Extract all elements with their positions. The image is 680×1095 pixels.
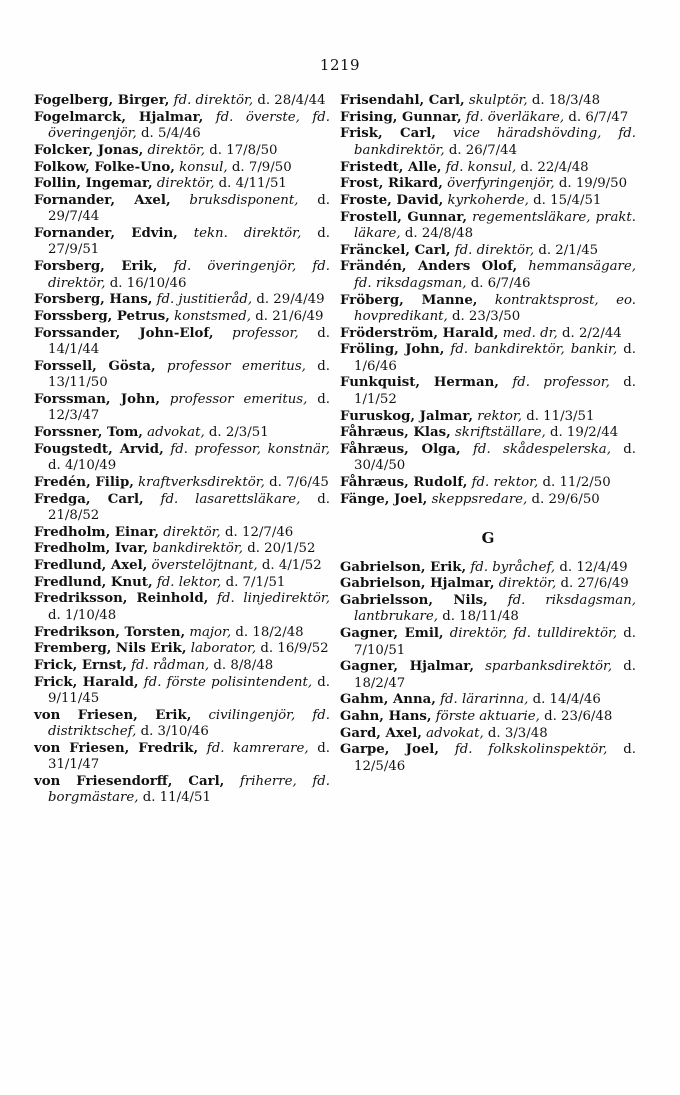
register-entry [34, 259, 330, 292]
register-entry [340, 626, 636, 659]
entry-death-date: d. 16/9/52 [260, 641, 329, 657]
entry-title: civilingenjör, fd. distriktschef, [48, 707, 330, 740]
register-entry [340, 210, 636, 243]
entry-death-date: d. 14/1/44 [48, 325, 331, 358]
entry-name: Fåhræus, Olga, [340, 441, 461, 457]
register-entry [34, 442, 330, 475]
entry-name: Fornander, Axel, [34, 192, 171, 208]
entry-name: Fredlund, Knut, [34, 574, 153, 590]
entry-name: Folkow, Folke-Uno, [34, 159, 175, 175]
entry-name: Fredholm, Ivar, [34, 541, 149, 557]
register-entry [34, 675, 330, 708]
register-entry [340, 193, 636, 209]
entry-death-date: d. 17/8/50 [209, 142, 278, 158]
entry-title: fd. professor, konstnär, [170, 441, 330, 457]
register-entry [34, 326, 330, 359]
entry-name: Garpe, Joel, [340, 742, 439, 758]
register-entry [34, 658, 330, 674]
entry-name: Fåhræus, Rudolf, [340, 475, 468, 491]
entry-name: Furuskog, Jalmar, [340, 408, 473, 424]
entry-death-date: d. 29/6/50 [531, 491, 600, 507]
entry-title: professor emeritus, [169, 391, 308, 407]
entry-title: fd. rådman, [131, 657, 210, 673]
entry-death-date: d. 14/4/46 [532, 692, 601, 708]
entry-title: skulptör, [468, 93, 528, 108]
entry-name: Frick, Ernst, [34, 657, 127, 673]
entry-name: Fröberg, Manne, [340, 292, 478, 308]
entry-name: Frisk, Carl, [340, 126, 436, 142]
register-entry [34, 176, 330, 192]
entry-title: fd. lektor, [156, 574, 222, 590]
entry-title: professor, [232, 325, 299, 341]
entry-death-date: d. 18/11/48 [442, 609, 519, 625]
entry-name: von Friesen, Fredrik, [34, 740, 199, 756]
entry-title: advokat, [147, 424, 205, 440]
register-entry [340, 576, 636, 592]
entry-name: Forssner, Tom, [34, 424, 143, 440]
register-entry [34, 160, 330, 176]
entry-death-date: d. 12/5/46 [354, 742, 637, 774]
entry-title: friherre, fd. borgmästare, [48, 773, 330, 806]
entry-death-date: d. 21/6/49 [255, 308, 324, 324]
entry-title: överstelöjtnant, [151, 558, 258, 574]
entry-death-date: d. 23/3/50 [451, 308, 521, 324]
entry-name: Forssberg, Petrus, [34, 308, 170, 324]
entry-name: von Friesendorff, Carl, [34, 773, 225, 789]
entry-title: kontraktsprost, eo. hovpredikant, [354, 292, 636, 324]
register-entry [340, 176, 636, 192]
register-entry [34, 575, 330, 591]
entry-title: kyrkoherde, [447, 192, 529, 208]
entry-title: med. dr, [502, 325, 558, 341]
entry-death-date: d. 29/7/44 [48, 192, 330, 225]
entry-death-date: d. 4/1/52 [261, 558, 322, 574]
entry-name: Fänge, Joel, [340, 491, 428, 507]
right-column [340, 93, 636, 776]
entry-death-date: d. 30/4/50 [354, 441, 637, 474]
entry-death-date: d. 18/2/47 [354, 659, 637, 691]
entry-name: Frisendahl, Carl, [340, 93, 465, 108]
entry-death-date: d. 18/2/48 [235, 624, 304, 640]
entry-title: fd. kamrerare, [206, 740, 309, 756]
register-entry [34, 625, 330, 641]
entry-death-date: d. 7/6/45 [269, 474, 329, 490]
entry-death-date: d. 12/7/46 [225, 524, 294, 540]
entry-death-date: d. 20/1/52 [247, 541, 316, 557]
entry-death-date: d. 6/7/46 [470, 275, 531, 291]
register-entry [34, 774, 330, 807]
register-entry [340, 475, 636, 491]
entry-name: Gard, Axel, [340, 725, 422, 741]
entry-title: fd. professor, [512, 375, 610, 391]
entry-death-date: d. 1/6/46 [354, 342, 636, 374]
entry-name: Gahn, Hans, [340, 709, 432, 725]
entry-title: direktör, [498, 576, 557, 592]
register-entry [340, 409, 636, 425]
register-entry [340, 93, 636, 109]
entry-death-date: d. 24/8/48 [404, 226, 474, 242]
entry-title: sparbanksdirektör, [485, 659, 613, 675]
entry-death-date: d. 16/10/46 [109, 275, 187, 291]
register-entry [340, 560, 636, 576]
register-entry [34, 741, 330, 774]
register-entry [340, 709, 636, 725]
register-entry [340, 375, 636, 408]
left-column [34, 93, 330, 807]
entry-title: bankdirektör, [152, 541, 243, 557]
register-entry [340, 342, 636, 375]
entry-title: skeppsredare, [431, 491, 528, 507]
entry-name: Gahm, Anna, [340, 692, 436, 708]
entry-name: Forsberg, Erik, [34, 259, 158, 275]
entry-death-date: d. 4/11/51 [218, 176, 287, 192]
entry-title: regementsläkare, prakt. läkare, [354, 209, 636, 242]
entry-death-date: d. 7/9/50 [231, 159, 292, 175]
entry-name: Frostell, Gunnar, [340, 209, 468, 225]
entry-death-date: d. 26/7/44 [448, 142, 518, 158]
register-entry [34, 425, 330, 441]
entry-name: Frising, Gunnar, [340, 109, 462, 125]
register-entry [34, 359, 330, 392]
entry-title: fd. överingenjör, fd. direktör, [48, 259, 331, 291]
entry-title: överfyringenjör, [447, 176, 555, 192]
entry-title: konsul, [179, 159, 228, 175]
entry-name: Fremberg, Nils Erik, [34, 641, 187, 657]
entry-death-date: d. 2/1/45 [538, 242, 599, 258]
entry-name: Follin, Ingemar, [34, 176, 153, 192]
entry-title: förste aktuarie, [435, 709, 540, 725]
entry-death-date: d. 4/10/49 [48, 458, 117, 474]
register-entry [34, 492, 330, 525]
entry-title: tekn. direktör, [193, 226, 302, 242]
register-entry [340, 593, 636, 626]
entry-name: Fröling, John, [340, 342, 445, 358]
register-entry [340, 126, 636, 159]
entry-title: konstsmed, [174, 308, 251, 324]
page-number: 1219 [319, 56, 361, 74]
entry-title: fd. linjedirektör, [217, 591, 330, 607]
entry-title: hemmansägare, fd. riksdagsman, [354, 259, 636, 291]
entry-name: Forssander, John-Elof, [34, 325, 214, 341]
register-entry [340, 293, 636, 326]
entry-death-date: d. 7/1/51 [225, 574, 286, 590]
entry-death-date: d. 12/3/47 [48, 391, 331, 424]
register-entry [340, 442, 636, 475]
entry-name: Froste, David, [340, 192, 444, 208]
right-entry-list [340, 93, 636, 508]
entry-name: Fornander, Edvin, [34, 226, 178, 242]
entry-death-date: d. 1/10/48 [48, 607, 117, 623]
entry-name: Fogelberg, Birger, [34, 93, 170, 108]
entry-title: kraftverksdirektör, [138, 474, 265, 490]
register-entry [34, 641, 330, 657]
entry-name: Forssell, Gösta, [34, 358, 156, 374]
entry-title: direktör, [156, 176, 215, 192]
register-entry [340, 742, 636, 775]
entry-death-date: d. 2/2/44 [562, 325, 622, 341]
entry-name: Fränckel, Carl, [340, 242, 451, 258]
entry-death-date: d. 11/2/50 [542, 475, 611, 491]
entry-name: Funkquist, Herman, [340, 375, 499, 391]
entry-name: Fröderström, Harald, [340, 325, 499, 341]
section-letter: G [481, 529, 495, 548]
register-entry [34, 110, 330, 143]
entry-death-date: d. 7/10/51 [354, 626, 637, 658]
register-entry [340, 326, 636, 342]
entry-name: von Friesen, Erik, [34, 707, 192, 723]
entry-death-date: d. 6/7/47 [568, 109, 629, 125]
entry-name: Fougstedt, Arvid, [34, 441, 164, 457]
entry-death-date: d. 29/4/49 [256, 292, 325, 308]
left-entry-list [34, 93, 330, 807]
entry-name: Gabrielson, Erik, [340, 559, 467, 575]
entry-death-date: d. 23/6/48 [544, 709, 613, 725]
entry-name: Fredlund, Axel, [34, 558, 148, 574]
entry-name: Gagner, Emil, [340, 626, 444, 642]
entry-death-date: d. 1/1/52 [354, 375, 637, 407]
entry-name: Forssman, John, [34, 391, 160, 407]
entry-name: Fåhræus, Klas, [340, 425, 451, 441]
entry-title: rektor, [477, 408, 522, 424]
entry-name: Fredga, Carl, [34, 491, 144, 507]
register-entry [340, 160, 636, 176]
register-entry [34, 292, 330, 308]
entry-title: direktör, [147, 142, 206, 158]
entry-title: fd. justitieråd, [156, 292, 253, 308]
entry-death-date: d. 11/3/51 [526, 408, 595, 424]
register-entry [34, 93, 330, 109]
entry-title: skriftställare, [454, 425, 546, 441]
entry-title: major, [189, 624, 232, 640]
register-entry [340, 726, 636, 742]
entry-title: fd. lärarinna, [440, 692, 529, 708]
entry-name: Folcker, Jonas, [34, 142, 144, 158]
entry-death-date: d. 9/11/45 [48, 674, 331, 707]
entry-name: Gabrielson, Hjalmar, [340, 576, 495, 592]
entry-death-date: d. 19/2/44 [549, 425, 619, 441]
entry-title: fd. direktör, [454, 242, 535, 258]
register-entry [34, 708, 330, 741]
entry-name: Fredén, Filip, [34, 474, 134, 490]
entry-death-date: d. 5/4/46 [141, 126, 201, 142]
register-entry [34, 525, 330, 541]
entry-title: fd. direktör, [173, 93, 254, 108]
entry-name: Fredholm, Einar, [34, 524, 160, 540]
entry-name: Fristedt, Alle, [340, 159, 442, 175]
entry-death-date: d. 18/3/48 [531, 93, 601, 108]
entry-title: fd. lasarettsläkare, [160, 491, 301, 507]
entry-title: fd. skådespelerska, [473, 441, 611, 457]
register-entry [340, 425, 636, 441]
register-entry [340, 659, 636, 692]
entry-title: laborator, [190, 641, 257, 657]
entry-death-date: d. 3/10/46 [140, 724, 209, 740]
entry-death-date: d. 28/4/44 [257, 93, 326, 108]
entry-name: Frändén, Anders Olof, [340, 259, 518, 275]
register-entry [34, 193, 330, 226]
entry-title: vice häradshövding, fd. bankdirektör, [354, 126, 636, 158]
register-entry [34, 143, 330, 159]
register-entry [340, 259, 636, 292]
entry-name: Fogelmarck, Hjalmar, [34, 109, 204, 125]
entry-title: fd. överläkare, [465, 109, 565, 125]
entry-death-date: d. 21/8/52 [48, 491, 330, 523]
entry-death-date: d. 27/6/49 [560, 576, 629, 592]
entry-death-date: d. 27/9/51 [48, 226, 331, 258]
entry-death-date: d. 19/9/50 [558, 176, 628, 192]
entry-death-date: d. 12/4/49 [559, 559, 628, 575]
entry-name: Forsberg, Hans, [34, 292, 153, 308]
entry-name: Frost, Rikard, [340, 176, 443, 192]
g-entry-list [340, 560, 636, 776]
register-entry [34, 558, 330, 574]
entry-title: direktör, [163, 524, 221, 540]
entry-death-date: d. 11/4/51 [142, 790, 211, 806]
register-entry [340, 692, 636, 708]
entry-title: fd. konsul, [445, 159, 517, 175]
entry-title: bruksdisponent, [189, 192, 299, 208]
entry-title: fd. förste polisintendent, [143, 674, 313, 690]
register-entry [34, 541, 330, 557]
entry-name: Gabrielsson, Nils, [340, 593, 488, 609]
entry-name: Gagner, Hjalmar, [340, 659, 474, 675]
entry-death-date: d. 15/4/51 [533, 192, 602, 208]
entry-title: fd. överste, fd. överingenjör, [48, 109, 330, 142]
entry-death-date: d. 8/8/48 [213, 657, 274, 673]
register-entry [34, 591, 330, 624]
entry-death-date: d. 2/3/51 [208, 424, 269, 440]
entry-title: fd. bankdirektör, bankir, [450, 342, 618, 358]
entry-name: Fredrikson, Torsten, [34, 624, 186, 640]
register-entry [340, 243, 636, 259]
entry-title: professor emeritus, [166, 358, 306, 374]
register-entry [34, 475, 330, 491]
entry-name: Frick, Harald, [34, 674, 139, 690]
entry-death-date: d. 3/3/48 [487, 725, 548, 741]
register-entry [34, 392, 330, 425]
register-entry [340, 110, 636, 126]
entry-title: fd. riksdagsman, lantbrukare, [354, 593, 636, 625]
register-entry [34, 226, 330, 259]
entry-death-date: d. 22/4/48 [520, 159, 589, 175]
entry-name: Fredriksson, Reinhold, [34, 591, 209, 607]
entry-title: fd. rektor, [471, 475, 539, 491]
entry-title: direktör, fd. tulldirektör, [449, 626, 618, 642]
entry-death-date: d. 31/1/47 [48, 740, 330, 773]
entry-death-date: d. 13/11/50 [48, 358, 331, 391]
entry-title: advokat, [426, 725, 484, 741]
entry-title: fd. byråchef, [470, 559, 556, 575]
register-entry [34, 309, 330, 325]
entry-title: fd. folkskolinspektör, [454, 742, 608, 758]
register-entry [340, 492, 636, 508]
